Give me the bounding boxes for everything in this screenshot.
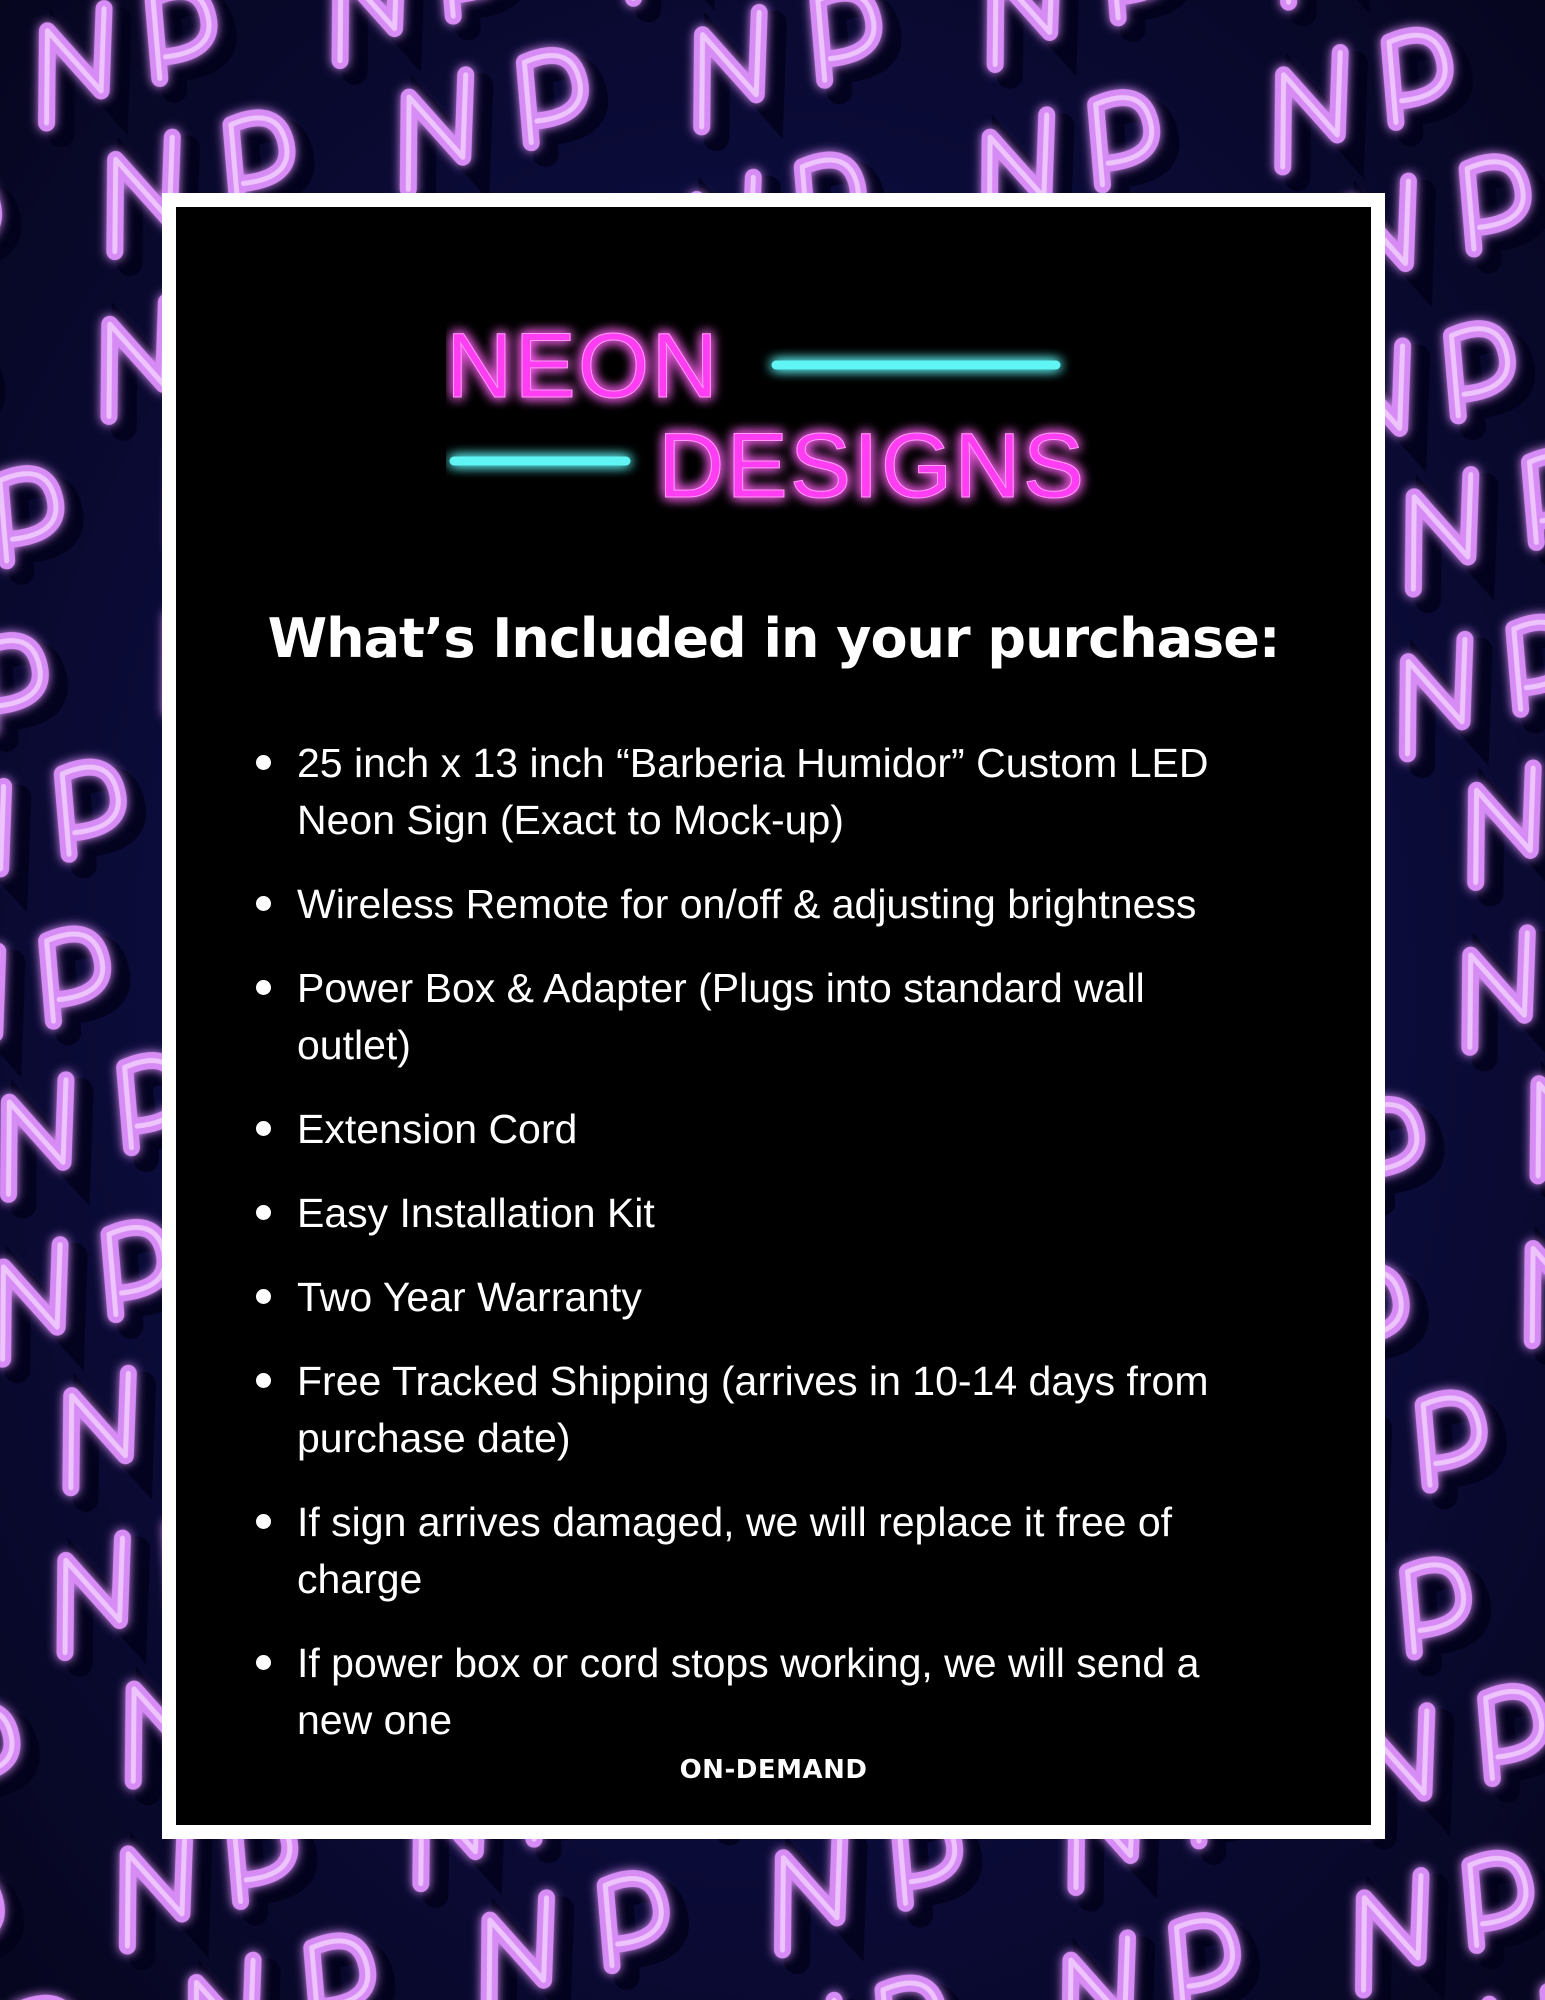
list-item-text: 25 inch x 13 inch “Barberia Humidor” Custom LED — [297, 740, 1209, 786]
neon-designs-logo — [446, 307, 1126, 527]
included-items-list — [256, 735, 1316, 1776]
list-item-text: If power box or cord stops working, we will send a — [297, 1640, 1200, 1686]
list-item-text-cont: new one — [297, 1697, 453, 1743]
list-item-text: Two Year Warranty — [297, 1274, 642, 1320]
list-item-text-cont: charge — [297, 1556, 423, 1602]
bullet-icon — [256, 755, 271, 770]
list-item — [256, 1269, 1316, 1326]
logo-line-designs: DESIGNS — [658, 415, 1087, 517]
bullet-icon — [256, 980, 271, 995]
list-item — [256, 1494, 1316, 1608]
bullet-icon — [256, 1289, 271, 1304]
list-item — [256, 1635, 1316, 1749]
purchase-info-card — [162, 193, 1385, 1839]
on-demand-label: ON-DEMAND — [679, 1755, 868, 1785]
list-item-text: Extension Cord — [297, 1106, 578, 1152]
list-item-text-cont: outlet) — [297, 1022, 411, 1068]
list-item — [256, 960, 1316, 1074]
page-title: What’s Included in your purchase: — [267, 607, 1280, 670]
bullet-icon — [256, 1205, 271, 1220]
bullet-icon — [256, 1514, 271, 1529]
list-item-text-cont: purchase date) — [297, 1415, 571, 1461]
bullet-icon — [256, 1121, 271, 1136]
list-item-text: If sign arrives damaged, we will replace it free of — [297, 1499, 1173, 1545]
list-item-text-cont: Neon Sign (Exact to Mock-up) — [297, 797, 844, 843]
list-item — [256, 876, 1316, 933]
bullet-icon — [256, 1655, 271, 1670]
bullet-icon — [256, 896, 271, 911]
list-item — [256, 1101, 1316, 1158]
list-item-text: Power Box & Adapter (Plugs into standard wall — [297, 965, 1145, 1011]
list-item — [256, 735, 1316, 849]
list-item-text: Easy Installation Kit — [297, 1190, 655, 1236]
list-item-text: Free Tracked Shipping (arrives in 10-14 days from — [297, 1358, 1209, 1404]
list-item — [256, 1353, 1316, 1467]
list-item — [256, 1185, 1316, 1242]
bullet-icon — [256, 1373, 271, 1388]
logo-line-neon: NEON — [446, 315, 720, 417]
list-item-text: Wireless Remote for on/off & adjusting brightness — [297, 881, 1197, 927]
